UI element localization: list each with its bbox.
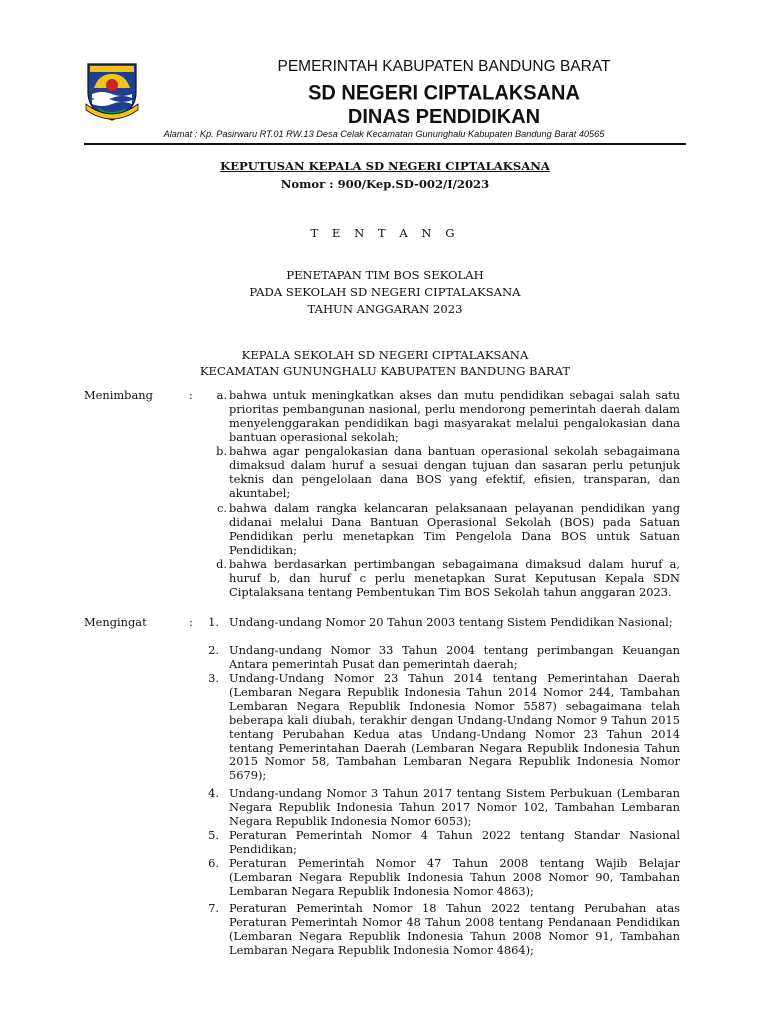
item-marker: 5. bbox=[208, 828, 219, 842]
issuer-line: KECAMATAN GUNUNGHALU KABUPATEN BANDUNG BARAT bbox=[199, 364, 571, 378]
item-text: Undang-undang Nomor 33 Tahun 2004 tentang perimbangan Keuangan Antara pemerintah Pusat dan pemerintah daerah; bbox=[229, 643, 680, 671]
item-text: bahwa dalam rangka kelancaran pelaksanaan pelayanan pendidikan yang didanai melalui Dana Bantuan Operasional Sekolah (BOS) pada Satuan Pendidikan perlu menetapkan Tim Pengelola Dana BOS untuk Satuan Pendidikan; bbox=[229, 501, 680, 557]
subject-line: PADA SEKOLAH SD NEGERI CIPTALAKSANA bbox=[249, 285, 521, 299]
decree-title: KEPUTUSAN KEPALA SD NEGERI CIPTALAKSANA bbox=[220, 159, 550, 173]
item-text: Undang-Undang Nomor 23 Tahun 2014 tentang Pemerintahan Daerah (Lembaran Negara Republik Indonesia Tahun 2014 Nomor 244, Tambahan Lembaran Negara Republik Indonesia Nomor 5587) sebagaimana telah beberapa kali diubah, terakhir dengan Undang-Undang Nomor 9 Tahun 2015 tentang Perubahan Kedua atas Undang-Undang Nomor 23 Tahun 2014 tentang Pemerintahan Daerah (Lembaran Negara Republik Indonesia Tahun 2015 Nomor 58, Tambahan Lembaran Negara Republik Indonesia Nomor 5679); bbox=[229, 671, 680, 783]
mengingat-colon: : bbox=[189, 615, 193, 629]
menimbang-colon: : bbox=[189, 388, 193, 402]
item-marker: d. bbox=[216, 557, 227, 571]
item-marker: a. bbox=[216, 388, 227, 402]
regency-emblem-icon bbox=[84, 58, 140, 122]
item-marker: b. bbox=[216, 444, 227, 458]
school-name: SD NEGERI CIPTALAKSANA bbox=[308, 81, 580, 105]
agency-name: DINAS PENDIDIKAN bbox=[347, 106, 541, 128]
subject-line: TAHUN ANGGARAN 2023 bbox=[307, 302, 463, 316]
item-text: Undang-undang Nomor 20 Tahun 2003 tentang Sistem Pendidikan Nasional; bbox=[229, 615, 673, 629]
subject-line: PENETAPAN TIM BOS SEKOLAH bbox=[286, 268, 484, 282]
mengingat-label: Mengingat bbox=[84, 615, 147, 629]
item-text: bahwa agar pengalokasian dana bantuan operasional sekolah sebagaimana dimaksud dalam huruf a sesuai dengan tujuan dan sasaran perlu petunjuk teknis dan pengelolaan dana BOS yang efektif, efisien, transparan, dan akuntabel; bbox=[229, 444, 680, 500]
item-text: bahwa berdasarkan pertimbangan sebagaimana dimaksud dalam huruf a, huruf b, dan huruf c perlu menetapkan Surat Keputusan Kepala SDN Ciptalaksana tentang Pembentukan Tim BOS Sekolah tahun anggaran 2023. bbox=[229, 557, 680, 599]
item-marker: 3. bbox=[208, 671, 219, 685]
item-text: Peraturan Pemerintah Nomor 18 Tahun 2022 tentang Perubahan atas Peraturan Pemerintah Nomor 48 Tahun 2008 tentang Pendanaan Pendidikan (Lembaran Negara Republik Indonesia Tahun 2008 Nomor 91, Tambahan Lembaran Negara Republik Indonesia Nomor 4864); bbox=[229, 901, 680, 957]
item-marker: 7. bbox=[208, 901, 219, 915]
item-text: bahwa untuk meningkatkan akses dan mutu pendidikan sebagai salah satu prioritas pembangunan nasional, perlu mendorong pemerintah daerah dalam menyelenggarakan pendidikan bagi masyarakat melalui pengalokasian dana bantuan operasional sekolah; bbox=[229, 388, 680, 444]
item-marker: c. bbox=[216, 501, 227, 515]
item-text: Undang-undang Nomor 3 Tahun 2017 tentang Sistem Perbukuan (Lembaran Negara Republik Indonesia Tahun 2017 Nomor 102, Tambahan Lembaran Negara Republik Indonesia Nomor 6053); bbox=[229, 786, 680, 828]
government-name: PEMERINTAH KABUPATEN BANDUNG BARAT bbox=[277, 58, 611, 75]
issuer-line: KEPALA SEKOLAH SD NEGERI CIPTALAKSANA bbox=[241, 348, 529, 362]
menimbang-label: Menimbang bbox=[84, 388, 153, 402]
item-marker: 6. bbox=[208, 856, 219, 870]
item-marker: 1. bbox=[208, 615, 219, 629]
letterhead-divider bbox=[84, 143, 686, 145]
about-heading: T E N T A N G bbox=[310, 226, 460, 240]
item-text: Peraturan Pemerintah Nomor 4 Tahun 2022 tentang Standar Nasional Pendidikan; bbox=[229, 828, 680, 856]
school-address: Alamat : Kp. Pasirwaru RT.01 RW.13 Desa Celak Kecamatan Gununghalu Kabupaten Bandung Barat 40565 bbox=[163, 129, 605, 139]
decree-number: Nomor : 900/Kep.SD-002/I/2023 bbox=[280, 177, 490, 191]
item-text: Peraturan Pemerintah Nomor 47 Tahun 2008 tentang Wajib Belajar (Lembaran Negara Republik Indonesia Tahun 2008 Nomor 90, Tambahan Lembaran Negara Republik Indonesia Nomor 4863); bbox=[229, 856, 680, 898]
item-marker: 4. bbox=[208, 786, 219, 800]
item-marker: 2. bbox=[208, 643, 219, 657]
